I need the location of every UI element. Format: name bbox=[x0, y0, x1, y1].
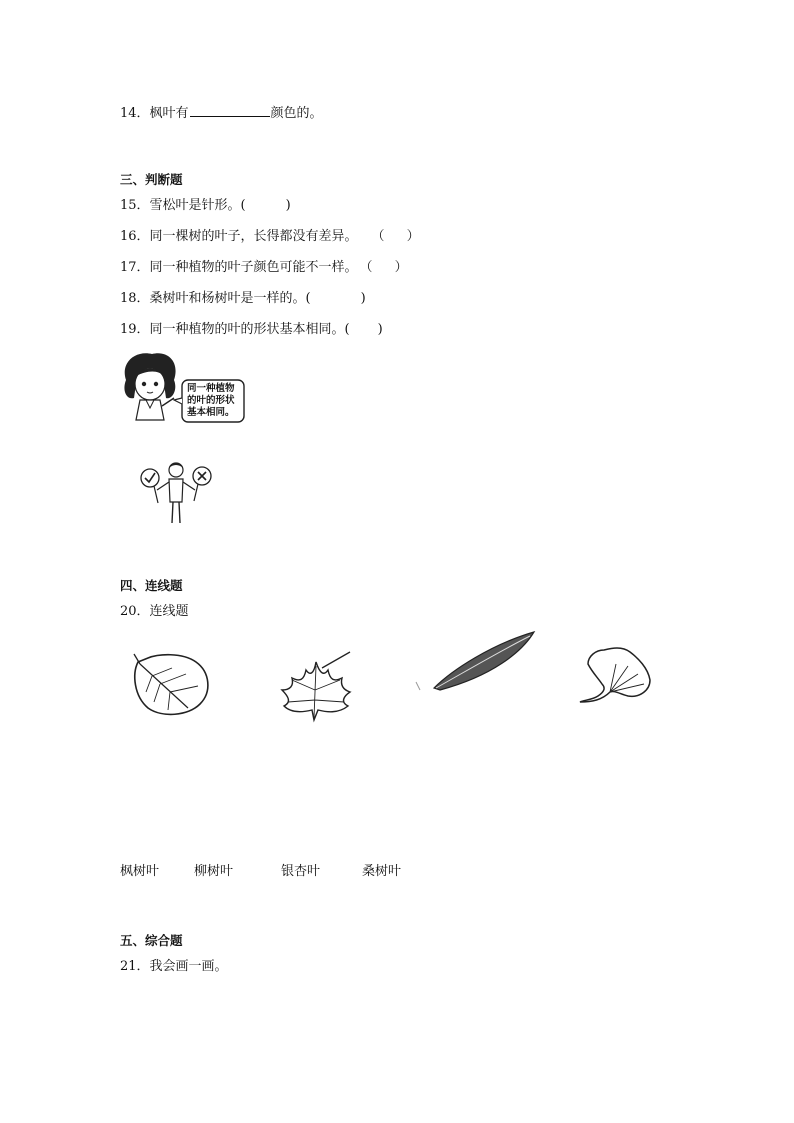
question-16 bbox=[120, 228, 420, 246]
question-15 bbox=[120, 197, 291, 215]
answer-paren-open[interactable]: （ bbox=[359, 260, 373, 275]
mulberry-leaf-icon[interactable] bbox=[130, 650, 215, 718]
label-willow[interactable]: 柳树叶 bbox=[194, 864, 234, 879]
answer-paren-close[interactable]: ) bbox=[377, 322, 383, 337]
question-21: 21．我会画一画。 bbox=[120, 959, 228, 974]
maple-leaf-icon[interactable] bbox=[278, 650, 353, 725]
section-title-matching: 四、连线题 bbox=[120, 578, 183, 593]
ginkgo-leaf-icon[interactable] bbox=[576, 644, 654, 706]
label-maple[interactable]: 枫树叶 bbox=[120, 864, 160, 879]
question-17 bbox=[120, 259, 408, 277]
answer-paren-open[interactable]: （ bbox=[371, 229, 385, 244]
question-15-text: 15．雪松叶是针形。( bbox=[120, 198, 246, 213]
speech-bubble-text bbox=[187, 383, 235, 419]
section-title-comprehensive: 五、综合题 bbox=[120, 933, 183, 948]
question-20: 20．连线题 bbox=[120, 604, 189, 619]
section-title-true-false: 三、判断题 bbox=[120, 172, 183, 187]
answer-paren-close[interactable]: ） bbox=[394, 260, 408, 275]
bubble-line-2: 的叶的形状 bbox=[187, 395, 235, 406]
question-18 bbox=[120, 290, 366, 308]
question-19-text: 19．同一种植物的叶的形状基本相同。( bbox=[120, 322, 350, 337]
question-18-text: 18．桑树叶和杨树叶是一样的。( bbox=[120, 291, 311, 306]
boy-true-false-signs-icon bbox=[138, 458, 218, 528]
bubble-line-1: 同一种植物 bbox=[187, 383, 235, 394]
question-14-prefix: 14．枫叶有 bbox=[120, 106, 189, 121]
fill-blank[interactable] bbox=[190, 104, 270, 117]
answer-paren-close[interactable]: ） bbox=[406, 229, 420, 244]
label-mulberry[interactable]: 桑树叶 bbox=[362, 864, 402, 879]
question-14 bbox=[120, 104, 323, 123]
question-17-text: 17．同一种植物的叶子颜色可能不一样。 bbox=[120, 260, 358, 275]
answer-paren-close[interactable]: ) bbox=[285, 198, 291, 213]
willow-leaf-icon[interactable] bbox=[412, 630, 538, 696]
answer-paren-close[interactable]: ) bbox=[360, 291, 366, 306]
label-ginkgo[interactable]: 银杏叶 bbox=[281, 864, 321, 879]
question-19 bbox=[120, 321, 383, 339]
bubble-line-3: 基本相同。 bbox=[187, 407, 235, 418]
question-16-text: 16．同一棵树的叶子，长得都没有差异。 bbox=[120, 229, 358, 244]
question-14-suffix: 颜色的。 bbox=[270, 106, 323, 121]
